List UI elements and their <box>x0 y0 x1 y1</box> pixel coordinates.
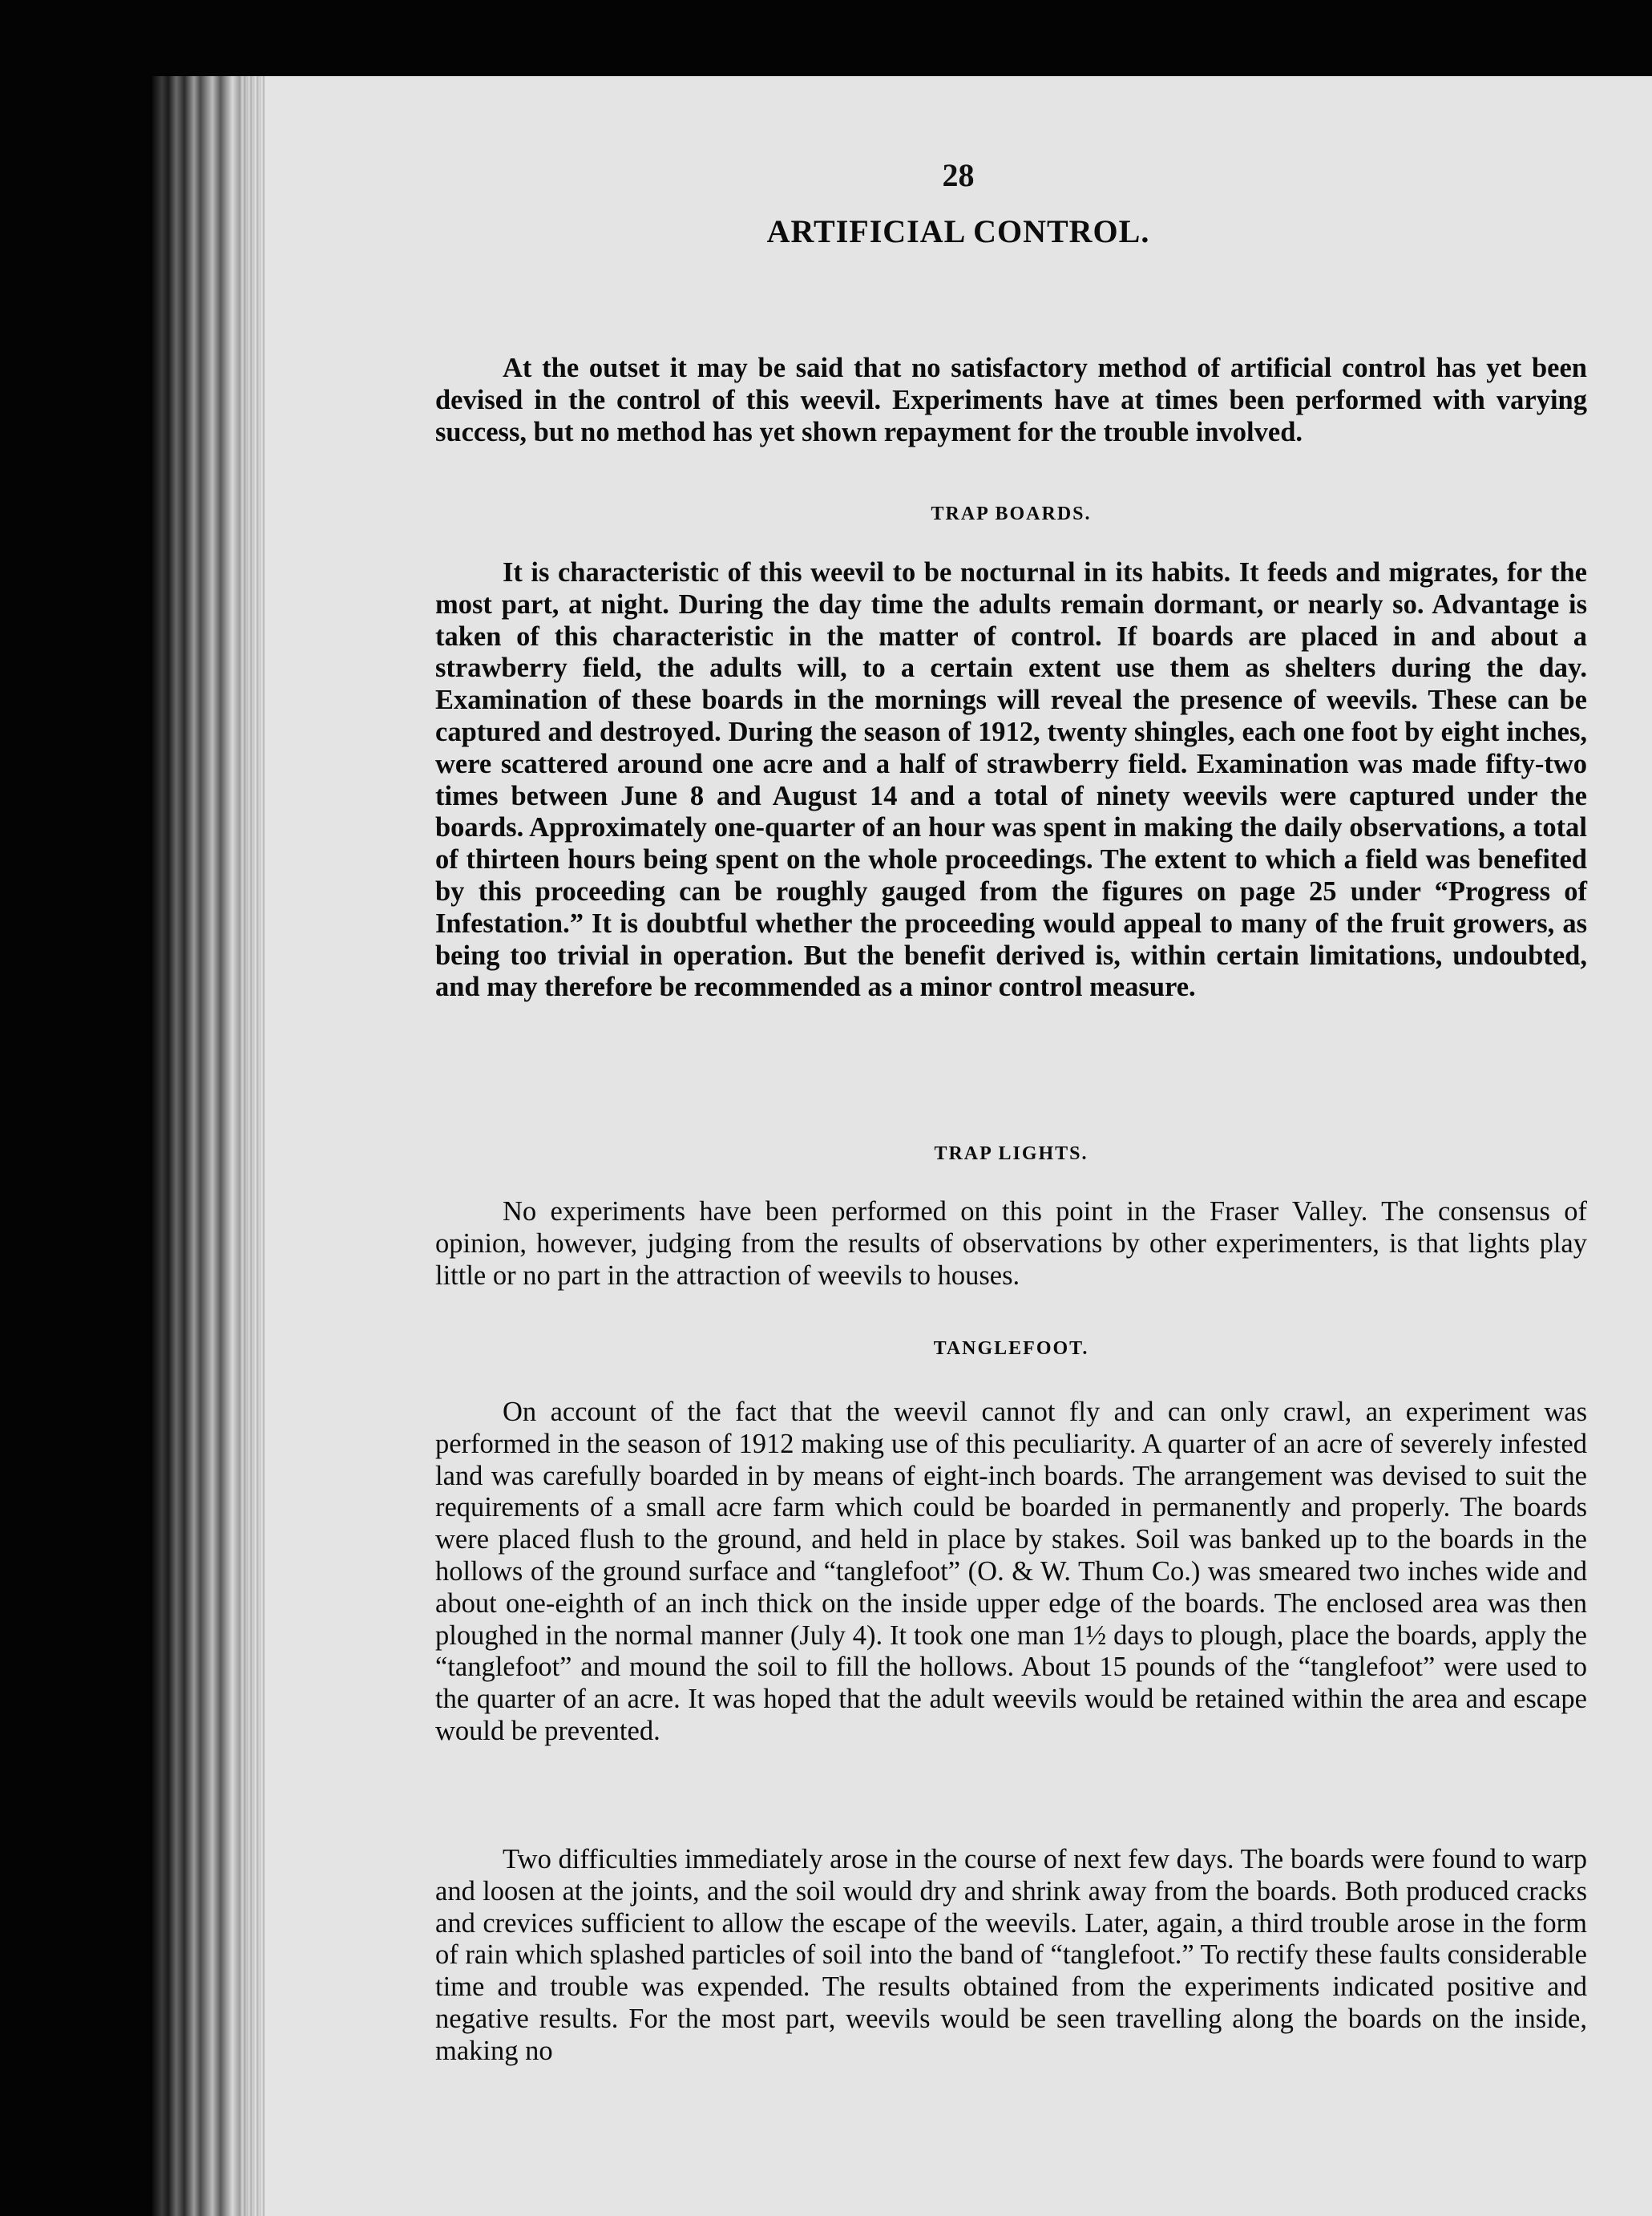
book-page <box>265 76 1652 2216</box>
tanglefoot-paragraph-1: On account of the fact that the weevil cannot fly and can only crawl, an experiment was performed in the season of 1912 making use of this peculiarity. A quarter of an acre of severely infested land was carefully boarded in by means of eight-inch boards. The arrangement was devised to suit the requirements of a small acre farm which could be boarded in permanently and properly. The boards were placed flush to the ground, and held in place by stakes. Soil was banked up to the boards in the hollows of the ground surface and “tanglefoot” (O. & W. Thum Co.) was smeared two inches wide and about one-eighth of an inch thick on the inside upper edge of the boards. The enclosed area was then ploughed in the normal manner (July 4). It took one man 1½ days to plough, place the boards, apply the “tanglefoot” and mound the soil to fill the hollows. About 15 pounds of the “tanglefoot” were used to the quarter of an acre. It was hoped that the adult weevils would be retained within the area and escape would be prevented. <box>435 1397 1587 1746</box>
trap-lights-paragraph: No experiments have been performed on this point in the Fraser Valley. The consensus of opinion, however, judging from the results of observations by other experimenters, is that lights play little or no part in the attraction of weevils to houses. <box>435 1196 1587 1291</box>
subheading-trap-boards: TRAP BOARDS. <box>931 503 1092 524</box>
tanglefoot-paragraph-2-block <box>435 1844 1587 2068</box>
intro-paragraph: At the outset it may be said that no satisfactory method of artificial control has yet been devised in the control of this weevil. Experiments have at times been performed with varying success, but no method has yet shown repayment for the trouble involved. <box>435 353 1587 447</box>
tanglefoot-paragraph-2: Two difficulties immediately arose in the course of next few days. The boards were found to warp and loosen at the joints, and the soil would dry and shrink away from the boards. Both produced cracks and crevices sufficient to allow the escape of the weevils. Later, again, a third trouble arose in the form of rain which splashed particles of soil into the band of “tanglefoot.” To rectify these faults considerable time and trouble was expended. The results obtained from the experiments indicated positive and negative results. For the most part, weevils would be seen travelling along the boards on the inside, making no <box>435 1844 1587 2066</box>
trap-boards-paragraph-block <box>435 557 1587 1004</box>
page-number: 28 <box>942 157 975 193</box>
trap-boards-paragraph: It is characteristic of this weevil to be nocturnal in its habits. It feeds and migrates, for the most part, at night. During the day time the adults remain dormant, or nearly so. Advantage is taken of this characteristic in the matter of control. If boards are placed in and about a strawberry field, the adults will, to a certain extent use them as shelters during the day. Examination of these boards in the mornings will reveal the presence of weevils. These can be captured and destroyed. During the season of 1912, twenty shingles, each one foot by eight inches, were scattered around one acre and a half of strawberry field. Examination was made fifty-two times between June 8 and August 14 and a total of ninety weevils were captured under the boards. Approximately one-quarter of an hour was spent in making the daily observations, a total of thirteen hours being spent on the whole proceedings. The extent to which a field was benefited by this proceeding can be roughly gauged from the figures on page 25 under “Progress of Infestation.” It is doubtful whether the proceeding would appeal to many of the fruit growers, as being too trivial in operation. But the benefit derived is, within certain limitations, undoubted, and may therefore be recommended as a minor control measure. <box>435 557 1587 1003</box>
trap-lights-paragraph-block <box>435 1196 1587 1292</box>
subheading-trap-lights: TRAP LIGHTS. <box>934 1143 1089 1164</box>
tanglefoot-paragraph-1-block <box>435 1397 1587 1748</box>
subheading-tanglefoot: TANGLEFOOT. <box>933 1338 1089 1359</box>
section-heading-artificial-control: ARTIFICIAL CONTROL. <box>766 213 1150 249</box>
intro-paragraph-block <box>435 353 1587 448</box>
